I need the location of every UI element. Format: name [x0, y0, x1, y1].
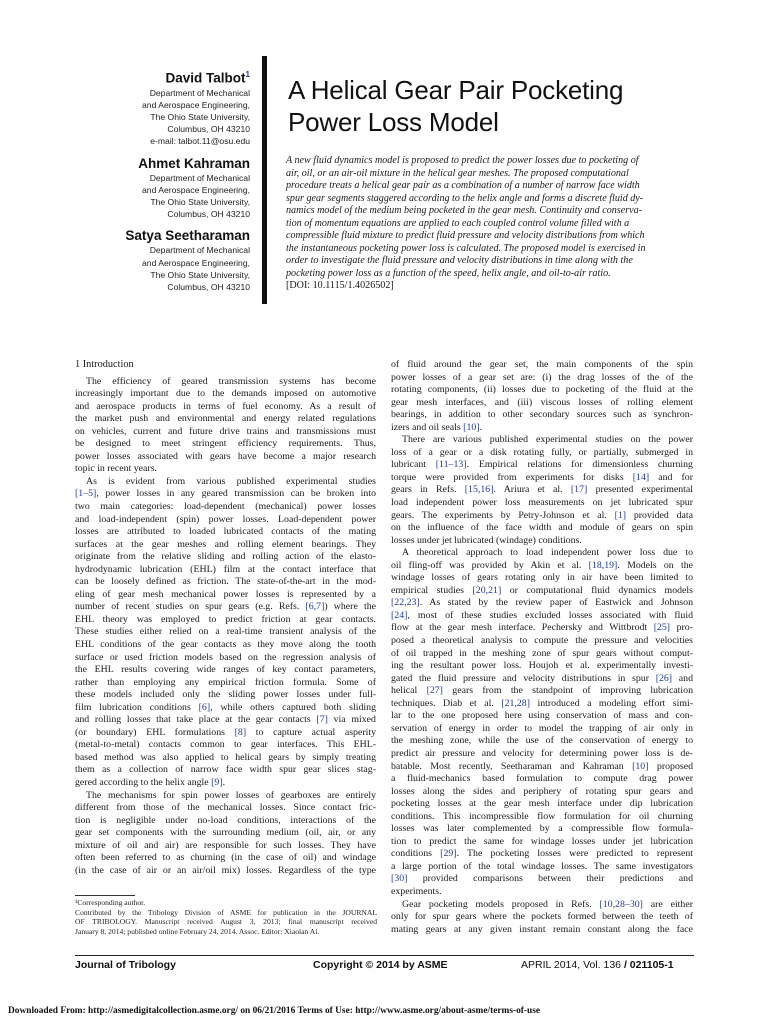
text-line: techniques. Diab et al. [21,28] introduced a modeling effort simi-: [391, 697, 693, 709]
article-number: 021105-1: [629, 959, 674, 971]
author-2: [70, 155, 250, 221]
text-line: load independent power loss measurements on jet lubricated spur: [391, 497, 693, 509]
text-line: tion is negligible under no-load conditions, interactions of the: [75, 814, 376, 826]
author-list: [70, 66, 250, 300]
citation-link[interactable]: [10]: [463, 421, 480, 433]
text-line: increasingly important due to the demands imposed on automotive: [75, 388, 376, 400]
text-line: [1–5], power losses in any geared transmission can be broken into: [75, 488, 376, 500]
author-1: [70, 66, 250, 148]
title-divider-bar: [262, 56, 267, 304]
text-line: the meshing zone, while the use of the conservation of energy to: [391, 735, 693, 747]
text-line: windage losses of gears rotating only in air have been limited to: [391, 572, 693, 584]
right-column-text: [391, 359, 693, 936]
text-line: rather than employing any empirical friction formula. Some of: [75, 676, 376, 688]
text-line: the EHL results covering wide ranges of key contact parameters,: [75, 664, 376, 676]
text-line: izers and oil seals [10].: [391, 421, 483, 433]
author-name: David Talbot: [165, 70, 246, 86]
text-line: eling of gear mesh mechanical power losses is represented by a: [75, 588, 376, 600]
text-line: bearings, in addition to other secondary sources such as synchron-: [391, 409, 693, 421]
citation-link[interactable]: [21,28]: [501, 697, 531, 709]
author-3: [70, 227, 250, 293]
text-line: losses are attributed to loaded lubricated contacts of the mating: [75, 526, 376, 538]
text-line: gear mesh interfaces, and (iii) viscous losses of rolling element: [391, 396, 693, 408]
text-line: These studies either relied on a real-time transient analysis of the: [75, 626, 376, 638]
text-line: gered according to the helix angle [9].: [75, 777, 226, 788]
text-line: on the influence of the face width and module of gears on spin: [391, 522, 693, 534]
footnote-rule: [75, 895, 135, 896]
text-line: The mechanisms for spin power losses of gearboxes are entirely: [86, 789, 376, 801]
text-line: them as a collection of narrow face width spur gear slices stag-: [75, 764, 376, 776]
text-line: pocketing losses at the gear mesh interface under dip lubrication: [391, 798, 693, 810]
text-line: January 8, 2014; published online February 24, 2014. Assoc. Editor: Xiaolan Ai.: [75, 927, 320, 937]
text-line: empirical studies [20,21] or computational fluid dynamics models: [391, 584, 693, 596]
text-line: batable. Most recently, Seetharaman and Kahraman [10] proposed: [391, 760, 693, 772]
text-line: (in the case of air or an air/oil mix) losses. Regardless of the type: [75, 864, 376, 876]
text-line: be designed to meet stringent efficiency requirements. Thus,: [75, 438, 376, 450]
citation-link[interactable]: [25]: [653, 622, 671, 634]
text-line: helical [27] gears from the standpoint of improving lubrication: [391, 685, 693, 697]
text-line: [30] provided comparisons between their predictions and: [391, 873, 693, 885]
text-line: originate from the relative sliding and rolling action of the elasto-: [75, 551, 376, 563]
text-line: the market push and environmental and energy related regulations: [75, 413, 376, 425]
abstract: A new fluid dynamics model is proposed to predict the power losses due to pocketing of air, oil, or an air-oil mixture in the helical gear meshes. The proposed computational procedure treats a helical gear pair as a combination of a number of narrow face width spur gear segments staggered according to the helix angle and forms a discrete fluid dy- namics model of the medium being pocketed in the gear mesh. Continuity and conserva- tion of momentum equations are applied to each coupled control volume filled with a compressible fluid mixture to predict fluid pressure and velocity distributions from which the instantaneous pocketing power loss is calculated. The proposed model is exercised in order to investigate the fluid pressure and velocity distributions in time along with the pocketing power loss as a function of the speed, helix angle, and oil-to-air ratio. [DOI: 10.1115/1.4026502]: [286, 155, 694, 293]
text-line: rotating components, (ii) losses due to pocketing of the fluid at the: [391, 384, 693, 396]
text-line: on vehicles, current and future drive trains and transmissions must: [75, 425, 376, 437]
text-line: EHL theory was employed to predict friction at gear contacts.: [75, 613, 376, 625]
doi-link[interactable]: [DOI: 10.1115/1.4026502]: [286, 280, 394, 291]
citation-link[interactable]: [24]: [391, 609, 408, 621]
text-line: these models included only the sliding power losses under full-: [75, 689, 376, 701]
text-line: gears in Refs. [15,16]. Ariura et al. [17] presented experimental: [391, 484, 693, 496]
citation-link[interactable]: [22,23]: [391, 597, 420, 609]
citation-link[interactable]: [29]: [440, 848, 457, 860]
citation-link[interactable]: [30]: [391, 873, 408, 885]
text-line: posed a theoretical analysis to compute the pressure and velocities: [391, 635, 693, 647]
citation-link[interactable]: [6]: [198, 701, 211, 713]
text-line: topic in recent years.: [75, 463, 157, 475]
text-line: and aerospace products in terms of fuel economy. As a result of: [75, 400, 376, 412]
text-line: of oil trapped in the meshing zone of spur gears without comput-: [391, 647, 693, 659]
author-affiliation: Department of Mechanical and Aerospace Engineering, The Ohio State University, Columbus, OH 43210: [142, 245, 250, 292]
text-line: of fluid around the gear set, the main components of the spin: [391, 359, 693, 370]
corresponding-author-marker[interactable]: 1: [245, 70, 250, 79]
citation-link[interactable]: [17]: [570, 484, 588, 496]
author-affiliation: Department of Mechanical and Aerospace Engineering, The Ohio State University, Columbus, OH 43210 e-mail: talbot.11@osu.edu: [70, 87, 250, 148]
text-line: two main categories: load-dependent (mechanical) power losses: [75, 500, 376, 512]
body-column-right: [391, 359, 693, 936]
text-line: and rolling losses that take place at the gear contacts [7] via mixed: [75, 714, 376, 726]
text-line: [24], most of these studies excluded losses associated with fluid: [391, 609, 693, 621]
text-line: mixture of oil and air) are responsible for such losses. They have: [75, 839, 376, 851]
citation-link[interactable]: [10,28–30]: [599, 898, 643, 910]
citation-link[interactable]: [26]: [655, 672, 673, 684]
text-line: gated the fluid pressure and velocity distributions in spur [26] and: [391, 672, 693, 684]
text-line: only for spur gears where the pockets formed between the teeth of: [391, 911, 693, 923]
text-line: number of recent studies on spur gears (e.g. Refs. [6,7]) where the: [75, 601, 376, 613]
text-line: surfaces at the gear meshes and rolling element bearings. They: [75, 538, 376, 550]
text-line: Contributed by the Tribology Division of ASME for publication in the JOURNAL: [75, 907, 377, 917]
text-line: The efficiency of geared transmission systems has become: [86, 375, 376, 387]
text-line: tion to predict the same for windage losses under jet lubrication: [391, 835, 693, 847]
text-line: oil fling-off was provided by Akin et al. [18,19]. Models on the: [391, 559, 693, 571]
text-line: based method was also applied to helical gears by simply treating: [75, 751, 376, 763]
text-line: servation of energy in order to model the trapping of air only in: [391, 722, 693, 734]
author-name: Satya Seetharaman: [125, 228, 250, 244]
citation-link[interactable]: [14]: [632, 471, 650, 483]
text-line: surface or used friction models based on the regression analysis of: [75, 651, 376, 663]
text-line: a large portion of the total windage losses. The same investigators: [391, 860, 693, 872]
text-line: losses was later complemented by a compressible flow formula-: [391, 823, 693, 835]
text-line: loss of a gear or a disk rotating fully, or partially, submerged in: [391, 446, 693, 458]
text-line: a fluid-mechanics based formulation to compute drag power: [391, 773, 693, 785]
footer-rule: [75, 955, 694, 956]
citation-link[interactable]: [1–5]: [75, 488, 97, 500]
text-line: gears. The experiments by Petry-Johnson et al. [1] provided data: [391, 509, 693, 521]
text-line: lubricant [11–13]. Empirical relations for dimensionless churning: [391, 459, 693, 471]
text-line: torque were provided from experiments for disks [14] and for: [391, 471, 693, 483]
text-line: conditions. This incompressible flow formulation for oil churning: [391, 810, 693, 822]
text-line: can be loosely defined as friction. The state-of-the-art in the mod-: [75, 576, 376, 588]
text-line: flow at the gear mesh interface. Pechersky and Wittbrodt [25] pro-: [391, 622, 693, 634]
issue-info: APRIL 2014, Vol. 136 / 021105-1: [521, 959, 674, 971]
text-line: power losses of a gear set are: (i) the drag losses of the of the: [391, 371, 693, 383]
text-line: A theoretical approach to load independent power loss due to: [402, 547, 693, 559]
text-line: Gear pocketing models proposed in Refs. [10,28–30] are either: [402, 898, 693, 910]
text-line: [22,23]. As stated by the review paper of Eastwick and Johnson: [391, 597, 693, 609]
text-line: losses along the sides and periphery of rotating spur gears and: [391, 785, 693, 797]
citation-link[interactable]: [8]: [234, 726, 247, 738]
citation-link[interactable]: [11–13]: [435, 459, 467, 471]
citation-link[interactable]: [10]: [632, 760, 649, 772]
text-line: There are various published experimental studies on the power: [402, 434, 693, 446]
citation-link[interactable]: [15,16]: [464, 484, 494, 496]
text-line: mating gears at any given instant remain constant along the face: [391, 923, 693, 935]
text-line: experiments.: [391, 885, 442, 897]
text-line: and load-independent (spin) power losses. Load-dependent power: [75, 513, 376, 525]
citation-link[interactable]: [7]: [316, 714, 328, 726]
section-heading: 1 Introduction: [75, 359, 134, 370]
citation-link[interactable]: [20,21]: [472, 584, 502, 596]
citation-link[interactable]: [9]: [211, 777, 223, 788]
author-affiliation: Department of Mechanical and Aerospace Engineering, The Ohio State University, Columbus, OH 43210: [142, 172, 250, 220]
download-notice[interactable]: Downloaded From: http://asmedigitalcollection.asme.org/ on 06/21/2016 Terms of Use: http://www.asme.org/about-asme/terms-of-use: [8, 1006, 541, 1016]
paper-title: A Helical Gear Pair Pocketing Power Loss Model: [288, 75, 624, 137]
text-line: (or boundary) EHL formulations [8] to capture actual asperity: [75, 726, 376, 738]
text-line: ¹Corresponding author.: [75, 898, 146, 907]
text-line: conditions [29]. The pocketing losses were predicted to represent: [391, 848, 694, 860]
left-column-text: [75, 376, 376, 878]
author-email[interactable]: e-mail: talbot.11@osu.edu: [150, 136, 250, 147]
text-line: (metal-to-metal) contacts common to gear interfaces. This EHL-: [75, 739, 376, 751]
copyright-notice: Copyright © 2014 by ASME: [313, 959, 448, 971]
citation-link[interactable]: [18,19]: [588, 559, 618, 571]
text-line: power losses associated with gears have become a major research: [75, 450, 376, 462]
text-line: different from those of the mechanical losses. Since contact fric-: [75, 802, 376, 814]
text-line: film lubrication conditions [6], while others captured both sliding: [75, 701, 376, 713]
text-line: As is evident from various published experimental studies: [86, 475, 376, 487]
text-line: lar to the one proposed here using conservation of mass and con-: [391, 710, 693, 722]
text-line: often been referred to as churning (in the case of oil) and windage: [75, 852, 376, 864]
text-line: losses under jet lubricated (windage) conditions.: [391, 534, 582, 546]
footnotes: [75, 898, 377, 937]
citation-link[interactable]: [27]: [426, 685, 443, 697]
journal-name: Journal of Tribology: [75, 959, 176, 971]
citation-link[interactable]: [1]: [614, 509, 627, 521]
body-column-left: [75, 359, 376, 877]
text-line: EHL conditions of the gear contacts as they move along the tooth: [75, 638, 376, 650]
text-line: ing the resultant power loss. Houjoh et al. experimentally investi-: [391, 660, 693, 672]
citation-link[interactable]: [6,7]: [305, 601, 325, 613]
author-name: Ahmet Kahraman: [138, 155, 250, 171]
text-line: predict air pressure and velocity for determining power loss is de-: [391, 747, 693, 759]
text-line: OF TRIBOLOGY. Manuscript received August 3, 2013; final manuscript received: [75, 917, 377, 927]
text-line: hydrodynamic lubrication (EHL) film at the contact interface that: [75, 563, 376, 575]
text-line: gear set components with the surrounding medium (oil, air, or any: [75, 827, 376, 839]
